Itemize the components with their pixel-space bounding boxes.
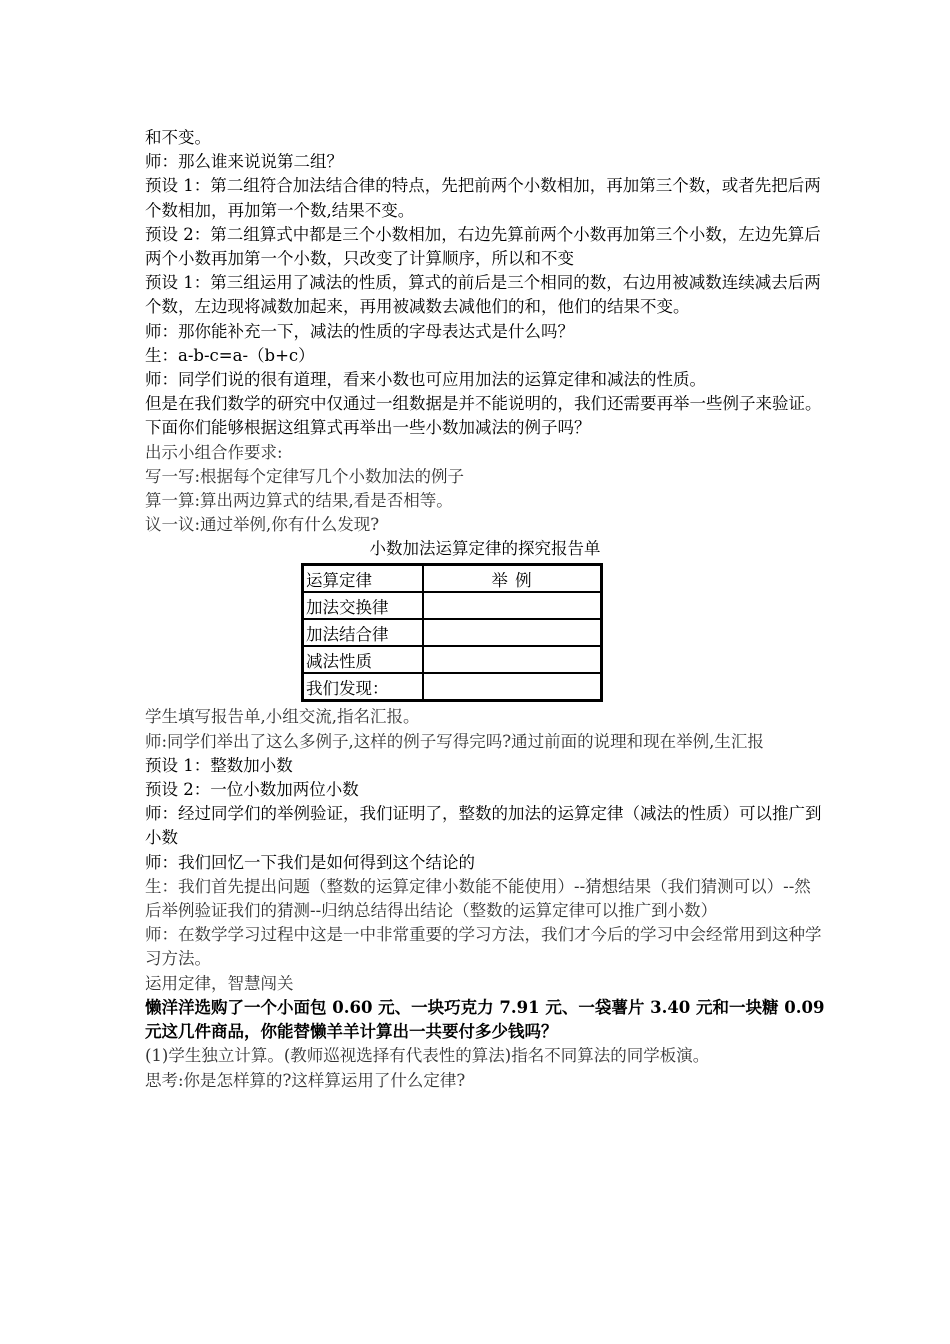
bold-problem: 懒洋洋选购了一个小面包 0.60 元、一块巧克力 7.91 元、一袋薯片 3.40 元和一块糖 0.09 元这几件商品，你能替懒羊羊计算出一共要付多少钱吗？	[145, 997, 825, 1042]
text-line: 生：a-b-c=a-（b+c）	[145, 345, 315, 365]
text-line: (1)学生独立计算。(教师巡视选择有代表性的算法)指名不同算法的同学板演。	[145, 1046, 710, 1066]
text-line: 学生填写报告单,小组交流,指名汇报。	[145, 707, 420, 727]
header-cell-law: 运算定律	[303, 565, 423, 592]
text-line: 师：我们回忆一下我们是如何得到这个结论的	[145, 852, 475, 872]
row-label: 减法性质	[303, 646, 423, 673]
text-line: 思考:你是怎样算的?这样算运用了什么定律?	[145, 1070, 466, 1090]
text-line: 预设 1：第二组符合加法结合律的特点，先把前两个小数相加，再加第三个数，或者先把后两个数相加，再加第一个数,结果不变。	[145, 176, 821, 220]
row-label: 加法结合律	[303, 619, 423, 646]
example-cell	[423, 673, 601, 700]
example-cell	[423, 619, 601, 646]
text-line: 写一写:根据每个定律写几个小数加法的例子	[145, 466, 465, 486]
table-header-row	[303, 565, 601, 592]
text-line: 但是在我们数学的研究中仅通过一组数据是并不能说明的，我们还需要再举一些例子来验证。	[145, 394, 822, 414]
table-row	[303, 592, 601, 619]
text-line: 议一议:通过举例,你有什么发现?	[145, 515, 380, 535]
text-line: 下面你们能够根据这组算式再举出一些小数加减法的例子吗？	[145, 418, 591, 438]
report-title: 小数加法运算定律的探究报告单	[369, 539, 601, 559]
text-line: 师：同学们说的很有道理，看来小数也可应用加法的运算定律和减法的性质。	[145, 370, 706, 390]
header-cell-example: 举 例	[423, 565, 601, 592]
text-line: 师：那么谁来说说第二组？	[145, 152, 343, 172]
row-label: 我们发现：	[303, 673, 423, 700]
text-line: 师：在数学学习过程中这是一中非常重要的学习方法，我们才今后的学习中会经常用到这种学习方法。	[145, 925, 822, 969]
table-row	[303, 646, 601, 673]
text-line: 预设 1：第三组运用了减法的性质，算式的前后是三个相同的数，右边用被减数连续减去后两个数，左边现将减数加起来，再用被减数去减他们的和，他们的结果不变。	[145, 273, 821, 317]
text-line: 和不变。	[145, 128, 211, 147]
text-line: 算一算:算出两边算式的结果,看是否相等。	[145, 491, 453, 511]
text-line: 预设 2：一位小数加两位小数	[145, 780, 359, 800]
text-line: 生：我们首先提出问题（整数的运算定律小数能不能使用）--猜想结果（我们猜测可以）--然后举例验证我们的猜测--归纳总结得出结论（整数的运算定律可以推广到小数）	[145, 876, 811, 921]
document-page	[145, 126, 825, 1093]
row-label: 加法交换律	[303, 592, 423, 619]
text-line: 预设 1：整数加小数	[145, 755, 293, 775]
text-line: 预设 2：第二组算式中都是三个小数相加，右边先算前两个小数再加第三个小数，左边先算后两个小数再加第一个小数，只改变了计算顺序，所以和不变	[145, 224, 821, 269]
text-line: 师：那你能补充一下，减法的性质的字母表达式是什么吗？	[145, 321, 574, 341]
text-line: 师:同学们举出了这么多例子,这样的例子写得完吗?通过前面的说理和现在举例,生汇报	[145, 731, 764, 751]
text-line: 出示小组合作要求:	[145, 442, 283, 462]
example-cell	[423, 646, 601, 673]
table-row	[303, 673, 601, 700]
example-cell	[423, 592, 601, 619]
text-line: 师：经过同学们的举例验证，我们证明了，整数的加法的运算定律（减法的性质）可以推广到小数	[145, 804, 822, 848]
table-row	[303, 619, 601, 646]
report-table	[301, 563, 603, 702]
section-heading: 运用定律，智慧闯关	[145, 973, 294, 993]
